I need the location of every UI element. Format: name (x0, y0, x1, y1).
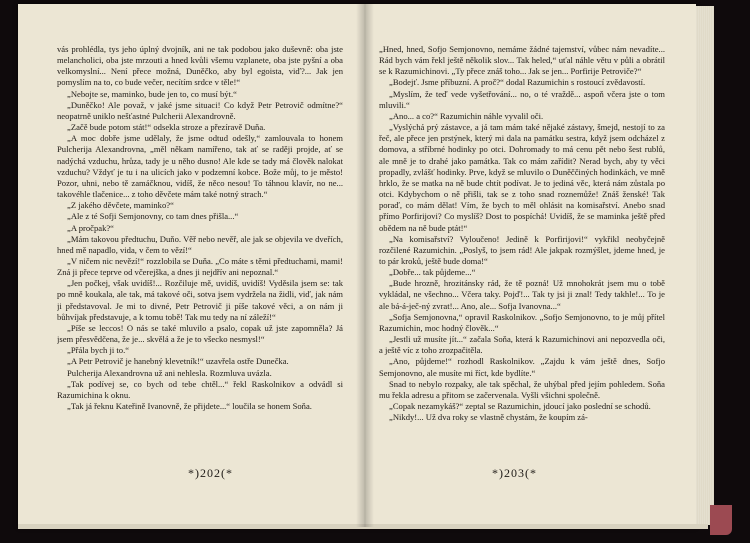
paragraph: „Na komisařství? Vyloučeno! Jedině k Porfirijovi!“ vykřikl neobyčejně rozčilené Razumichin. „Poslyš, to jsem rád! Ale jakpak rozmýšlet, jdeme hned, je to pár kroků, ještě bude doma!“ (379, 233, 665, 266)
paragraph: Pulcherija Alexandrovna už ani nehlesla. Rozmluva uvázla. (67, 367, 272, 378)
left-page-number: *)202(* (188, 466, 233, 480)
paragraph: „A Petr Petrovič je hanebný klevetník!“ uzavřela ostře Dunečka. (67, 356, 289, 367)
paragraph: „V ničem nic nevězí!“ rozzlobila se Duňa. „Co máte s těmi předtuchami, mami! Zná ji přece teprve od včerejška, a dnes ji nejdřív ani nepoznal.“ (57, 255, 343, 278)
paragraph: „Ano, půjdeme!“ rozhodl Raskolnikov. „Zajdu k vám ještě dnes, Sofjo Semjonovno, ale musíte mi říct, kde bydlíte.“ (379, 356, 665, 378)
paragraph: Snad to nebylo rozpaky, ale tak spěchal, že uhýbal před jejím pohledem. Soňa mu řekla adresu a přitom se začervenala. Vyšli všichni společně. (379, 378, 665, 400)
paragraph: „Mám takovou předtuchu, Duňo. Věř nebo nevěř, ale jak se objevila ve dveřích, hned mě napadlo, vida, v čem to vězí!“ (57, 233, 343, 255)
paragraph: „Dobře... tak půjdeme...“ (389, 267, 476, 278)
paragraph: „Sofja Semjonovna,“ opravil Raskolnikov. „Sofjo Semjonovno, to je můj přítel Razumichin, moc hodný člověk...“ (379, 311, 665, 333)
paragraph: „Hned, hned, Sofjo Semjonovno, nemáme žádné tajemství, vůbec nám nevadíte... Rád bych vám řekl ještě několik slov... Tak heled,“ uťal náhle větu v půli a obrátil se k Razumichinovi. „Ty přece znáš toho... Jak se jen... Porfirije Petroviče?“ (379, 44, 665, 77)
paragraph: „Přála bych ji to.“ (67, 345, 130, 356)
paragraph: „Tak já řeknu Kateřině Ivanovně, že přijdete...“ loučila se honem Soňa. (67, 401, 312, 411)
paragraph: „Nebojte se, maminko, bude jen to, co musí být.“ (67, 88, 237, 99)
paragraph: „Copak nezamykáš?“ zeptal se Razumichin, jdoucí jako poslední se schodů. (389, 401, 651, 411)
paragraph: „A pročpak?“ (67, 222, 115, 233)
paragraph: „Nikdy!... Už dva roky se vlastně chystám, že koupím zá- (389, 412, 588, 423)
paragraph: „Bodejť. Jsme příbuzní. A proč?“ dodal Razumichin s rostoucí zvědavostí. (389, 77, 646, 88)
page-edges-right (696, 6, 714, 525)
right-page-number: *)203(* (492, 466, 537, 480)
paragraph: „Jestli už musíte jít...“ začala Soňa, která k Razumichinovi ani nepozvedla oči, a ještě víc z toho zrozpačitěla. (379, 334, 665, 356)
right-page-text (379, 44, 665, 464)
paragraph: „Ano... a co?“ Razumichin náhle vyvalil oči. (389, 110, 544, 121)
paragraph: „Jen počkej, však uvidíš!... Rozčiluje mě, uvidíš, uvidíš! Vyděsila jsem se: tak po mně koukala, ale tak, má takové oči, sotva jsem vydržela na židli, viď, jak nám ji představoval. Je mi to divné, Petr Petrovič ji píše takové věci, a on nám ji bůhvíjak představuje, a k tomu tobě! Tak mu tedy na ní záleží!“ (57, 278, 343, 322)
paragraph: „Z jakého děvčete, maminko?“ (67, 200, 174, 211)
paragraph: „Tak podívej se, co bych od tebe chtěl...“ řekl Raskolnikov a odvádl si Razumichina k oknu. (57, 378, 343, 400)
paragraph: „Ale z té Sofji Semjonovny, co tam dnes přišla...“ (67, 211, 239, 222)
book-cover-corner (710, 505, 732, 535)
paragraph: „Začě bude potom stát!“ odsekla stroze a přezíravě Duňa. (67, 122, 266, 133)
paragraph: „Píše se leccos! O nás se také mluvilo a psalo, copak už jste zapomněla? Já jsem přesvědčena, že je... skvělá a že je to všecko nesmysl!“ (57, 322, 343, 345)
book-gutter (356, 4, 374, 527)
paragraph: „A moc dobře jsme udělaly, že jsme odtud odešly,“ zamlouvala to honem Pulcherija Alexandrovna, „měl někam namířeno, tak ať se raději projde, ať se nadýchá vzduchu, hrůza, tady je u něho dusno! Ale kde se tady má člověk nalokat vzduchu? Vždyť je tu i na ulicích jako v podzemní kobce. Bože můj, to je město! Pozor, uhni, nebo tě zamáčknou, vidíš, že něco nesou! To táhnou klavír, no ne... takovéhle tlačenice... z toho děvčete mám také notný strach.“ (57, 133, 343, 200)
paragraph: „Duněčko! Ale považ, v jaké jsme situaci! Co když Petr Petrovič odmítne?“ neopatrně uniklo nešťastné Pulcherii Alexandrovně. (57, 99, 343, 121)
paragraph: „Vyslýchá prý zástavce, a já tam mám také nějaké zástavy, šmejd, nestojí to za řeč, ale přece jen prstýnek, který mi dala na památku sestra, když jsem odcházel z domova, a stříbrné hodinky po otci. Dohromady to má cenu pět nebo šest rublů, ale mně je to drahé jako památka. Tak co mám zařídit? Nerad bych, aby ty věci propadly, zvlášť hodinky. Prve, když se mluvilo o Duněččiných hodinkách, ve mně hrklo, že se matka na ně bude chtít podívat. Je to jediná věc, která nám zůstala po otci. Kdybychom o ně přišli, tak se z toho snad roznemůže! Znáš ženské! Tak poraď, co mám dělat! Vím, že bych to měl ohlásit na komisařství. Anebo snad přímo Porfirijovi? Co myslíš? Dost to pospíchá! Uvidíš, že se maminka ještě před obědem na ně bude ptát!“ (379, 122, 665, 233)
paragraph: „Myslím, že teď vede vyšetřování... no, o té vraždě... aspoň včera jste o tom mluvili.“ (379, 88, 665, 110)
paragraph: „Bude hrozně, hrozitánsky rád, že tě pozná! Už mnohokrát jsem mu o tobě vykládal, ne všechno... Včera taky. Pojď!... Tak ty jsi ji znal! Tedy takhle!... To je ale bá-á-ječ-ný zvrat!... Ano, ale... Sofja Ivanovna...“ (379, 278, 665, 311)
left-page-text (57, 44, 343, 464)
paragraph: vás prohlédla, tys jeho úplný dvojník, ani ne tak podobou jako duševně: oba jste melancholici, oba jste mrzouti a hned kvůli všemu vzplanete, oba jste pyšní a oba velkomyslní... Není přece možná, Duněčko, aby byl egoista, viď?... Jak jen pomyslím na to, co bude večer, necítím srdce v těle!“ (57, 44, 343, 88)
